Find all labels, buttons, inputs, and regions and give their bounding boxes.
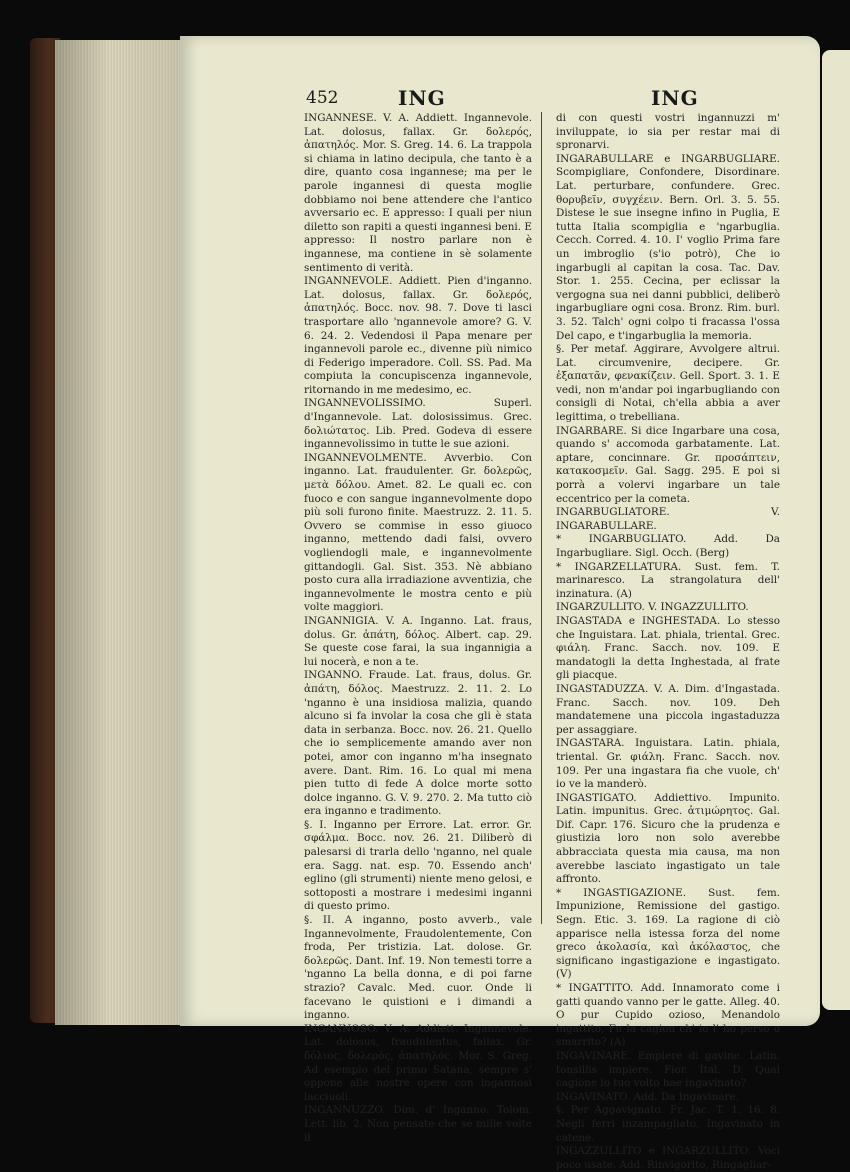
entry: INGANNUZZO. Dim. d' Inganno. Tolom. Lett. lib. 2. Non pensate che se mille volte il bbox=[304, 1104, 532, 1144]
entry: INGANNEVOLMENTE. Avverbio. Con inganno. Lat. fraudulenter. Gr. δολερῶς, μετὰ δόλου. Amet. 82. Le quali ec. con fuoco e con sangue ingannevolmente dopo più soli furono finite. Maestruzz. 2. 11. 5. Ovvero se commise in esso giuoco inganno, mettendo dadi falsi, ovvero vogliendogli male, e ingannevolmente gittandogli. Gal. Sist. 353. Nè abbiano posto cura alla irradiazione avventizia, che ingannevolmente le mostra cento e più volte maggiori. bbox=[304, 451, 532, 614]
entry: INGANNO. Fraude. Lat. fraus, dolus. Gr. ἀπάτη, δόλος. Maestruzz. 2. 11. 2. Lo 'nganno è una insidiosa malizia, quando alcuno si fa involar la cosa che gli è stata data in serbanza. Bocc. nov. 26. 21. Quello che io semplicemente amando aver non potei, amor con inganno m'ha insegnato avere. Dant. Rim. 16. Lo qual mi mena pien tutto di fede A dolce morte sotto dolce inganno. G. V. 9. 270. 2. Ma tutto ciò era inganno e tradimento. bbox=[304, 669, 532, 818]
entry: INGANNESE. V. A. Addiett. Ingannevole. Lat. dolosus, fallax. Gr. δολερός, ἀπατηλός. Mor. S. Greg. 14. 6. La trappola si chiama in latino decipula, che tanto è a dire, quanto cosa ingannese; ma per le parole ingannesi di questa moglie dobbiamo noi bene attendere che l'antico avversario ec. E appresso: I quali per niun diletto son rapiti a questi ingannesi beni. E appresso: Il nostro parlare non è ingannese, ma contiene in sè solamente sentimento di verità. bbox=[304, 112, 532, 274]
entry: * INGARBUGLIATO. Add. Da Ingarbugliare. Sigl. Occh. (Berg) bbox=[556, 533, 780, 559]
entry: * INGATTITO. Add. Innamorato come i gatti quando vanno per le gatte. Alleg. 40. O pur Cupido ozioso, Menandolo ingattito, Fu la cagion ch' io l' ho perso o smarrito? (A) bbox=[556, 982, 780, 1049]
page-number: 452 bbox=[306, 88, 339, 108]
entry: INGAZZULLITO e INGARZULLITO. Voci poco usate. Add. Rinvigorito, Ringagliar- bbox=[556, 1145, 780, 1171]
column-divider bbox=[541, 112, 542, 924]
entry: * INGASTIGAZIONE. Sust. fem. Impunizione, Remissione del gastigo. Segn. Etic. 3. 169. La ragione di ciò apparisce nella istessa forza del nome greco ἀκολασία, καὶ ἀκόλαστος, che significano ingastigazione e ingastigato. (V) bbox=[556, 886, 780, 981]
entry: INGARZULLITO. V. INGAZZULLITO. bbox=[556, 601, 749, 614]
entry: INGASTADUZZA. V. A. Dim. d'Ingastada. Franc. Sacch. nov. 109. Deh mandatemene una piccola ingastaduzza per assaggiare. bbox=[556, 682, 780, 736]
entry: §. I. Inganno per Errore. Lat. error. Gr. σφάλμα. Bocc. nov. 26. 21. Diliberò di palesarsi di trarla dello 'nganno, nel quale era. Sagg. nat. esp. 70. Essendo anch' eglino (gli strumenti) niente meno gelosi, e sottoposti a mostrare i medesimi inganni di questo primo. bbox=[304, 818, 532, 913]
entry: INGANNEVOLE. Addiett. Pien d'inganno. Lat. dolosus, fallax. Gr. δολερός, ἀπατηλός. Bocc. nov. 98. 7. Dove ti lasci trasportare allo 'ngannevole amore? G. V. 6. 24. 2. Vedendosi il Papa menare per ingannevoli parole ec., divenne più nimico di Federigo imperadore. Coll. SS. Pad. Ma compiuta la concupiscenza ingannevole, ritornando in me medesimo, ec. bbox=[304, 275, 532, 396]
header-left: ING bbox=[398, 86, 446, 110]
header-right: ING bbox=[651, 86, 699, 110]
entry: INGANNOSO. V. A. Addiett. Ingannevole. Lat. dolosus, fraudulentus, fallax. Gr. δόλιος, δολερός, ἀπατηλός. Mor. S. Greg. Ad esemplo del primo Satana, sempre s' oppone alle nostre opere con ingannosi lacciuoli. bbox=[304, 1022, 532, 1103]
entry: INGAVINARE. Empiere di gavine. Latin. tonsillis implere. Fior. Ital. D. Qual cagione lo tuo volto hae ingavinato? bbox=[556, 1049, 780, 1090]
next-page-edge bbox=[822, 50, 850, 1010]
entry: INGASTIGATO. Addiettivo. Impunito. Latin. impunitus. Grec. ἀτιμώρητος. Gal. Dif. Capr. 176. Sicuro che la prudenza e giustizia loro non solo averebbe abbracciata questa mia causa, ma non averebbe lasciato ingastigato un tale affronto. bbox=[556, 791, 780, 886]
page-edges-shadow bbox=[55, 40, 190, 1025]
entry: INGARBARE. Si dice Ingarbare una cosa, quando s' accomoda garbatamente. Lat. aptare, concinnare. Gr. προσάπτειν, κατακοσμεῖν. Gal. Sagg. 295. E poi si porrà a volervi ingarbare un tale eccentrico per la cometa. bbox=[556, 424, 780, 505]
entry: INGASTARA. Inguistara. Latin. phiala, triental. Gr. φιάλη. Franc. Sacch. nov. 109. Per una ingastara fia che vuole, ch' io ve la manderò. bbox=[556, 737, 780, 791]
entry: INGANNEVOLISSIMO. Superl. d'Ingannevole. Lat. dolosissimus. Grec. δολιώτατος. Lib. Pred. Godeva di essere ingannevolissimo in tutte le sue azioni. bbox=[304, 397, 532, 451]
entry: §. Per metaf. Aggirare, Avvolgere altrui. Lat. circumvenire, decipere. Gr. ἐξαπατᾶν, φενακίζειν. Gell. Sport. 3. 1. E vedi, non m'andar poi ingarbugliando con consigli di Notai, ch'ella abbia a aver legittima, o trebelliana. bbox=[556, 343, 780, 424]
entry: §. II. A inganno, posto avverb., vale Ingannevolmente, Fraudolentemente, Con froda, Per tristizia. Lat. dolose. Gr. δολερῶς. Dant. Inf. 19. Non temesti torre a 'nganno La bella donna, e di poi farne strazio? Cavalc. Med. cuor. Onde li facevano le quistioni e i dimandi a inganno. bbox=[304, 914, 533, 1022]
entry: INGAVINATO. Add. Da Ingavinare. bbox=[556, 1090, 739, 1103]
entry: * INGARZELLATURA. Sust. fem. T. marinaresco. La strangolatura dell' inzinatura. (A) bbox=[556, 560, 780, 600]
entry: di con questi vostri ingannuzzi m' inviluppate, io sia per restar mai di spronarvi. bbox=[556, 112, 780, 152]
entry: §. Per Aggavignato. Fr. Jac. T. 1. 16. 8. Negli ferri inzampagliato, Ingavinato in catene. bbox=[556, 1104, 780, 1144]
left-column bbox=[304, 112, 533, 1144]
entry: INGARABULLARE e INGARBUGLIARE. Scompigliare, Confondere, Disordinare. Lat. perturbare, confundere. Grec. θορυβεῖν, συγχέειν. Bern. Orl. 3. 5. 55. Distese le sue insegne infino in Puglia, E tutta Italia scompiglia e 'ngarbuglia. Cecch. Corred. 4. 10. I' voglio Prima fare un imbroglio (s'io potrò), Che io ingarbugli al capitan la cosa. Tac. Dav. Stor. 1. 255. Cecina, per eclissar la vergogna sua nei danni pubblici, deliberò ingarbugliare ogni cosa. Bronz. Rim. burl. 3. 52. Talch' ogni colpo ti fracassa l'ossa Del capo, e t'ingarbuglia la memoria. bbox=[556, 152, 780, 342]
entry: INGASTADA e INGHESTADA. Lo stesso che Inguistara. Lat. phiala, triental. Grec. φιάλη. Franc. Sacch. nov. 109. E mandatogli la detta Inghestada, al frate gli piacque. bbox=[556, 614, 780, 682]
right-column bbox=[556, 112, 780, 1171]
entry: INGANNIGIA. V. A. Inganno. Lat. fraus, dolus. Gr. ἀπάτη, δόλος. Albert. cap. 29. Se queste cose farai, la sua ingannigia a lui nocerà, e non a te. bbox=[304, 614, 532, 668]
entry: INGARBUGLIATORE. V. INGARABULLARE. bbox=[556, 506, 780, 532]
